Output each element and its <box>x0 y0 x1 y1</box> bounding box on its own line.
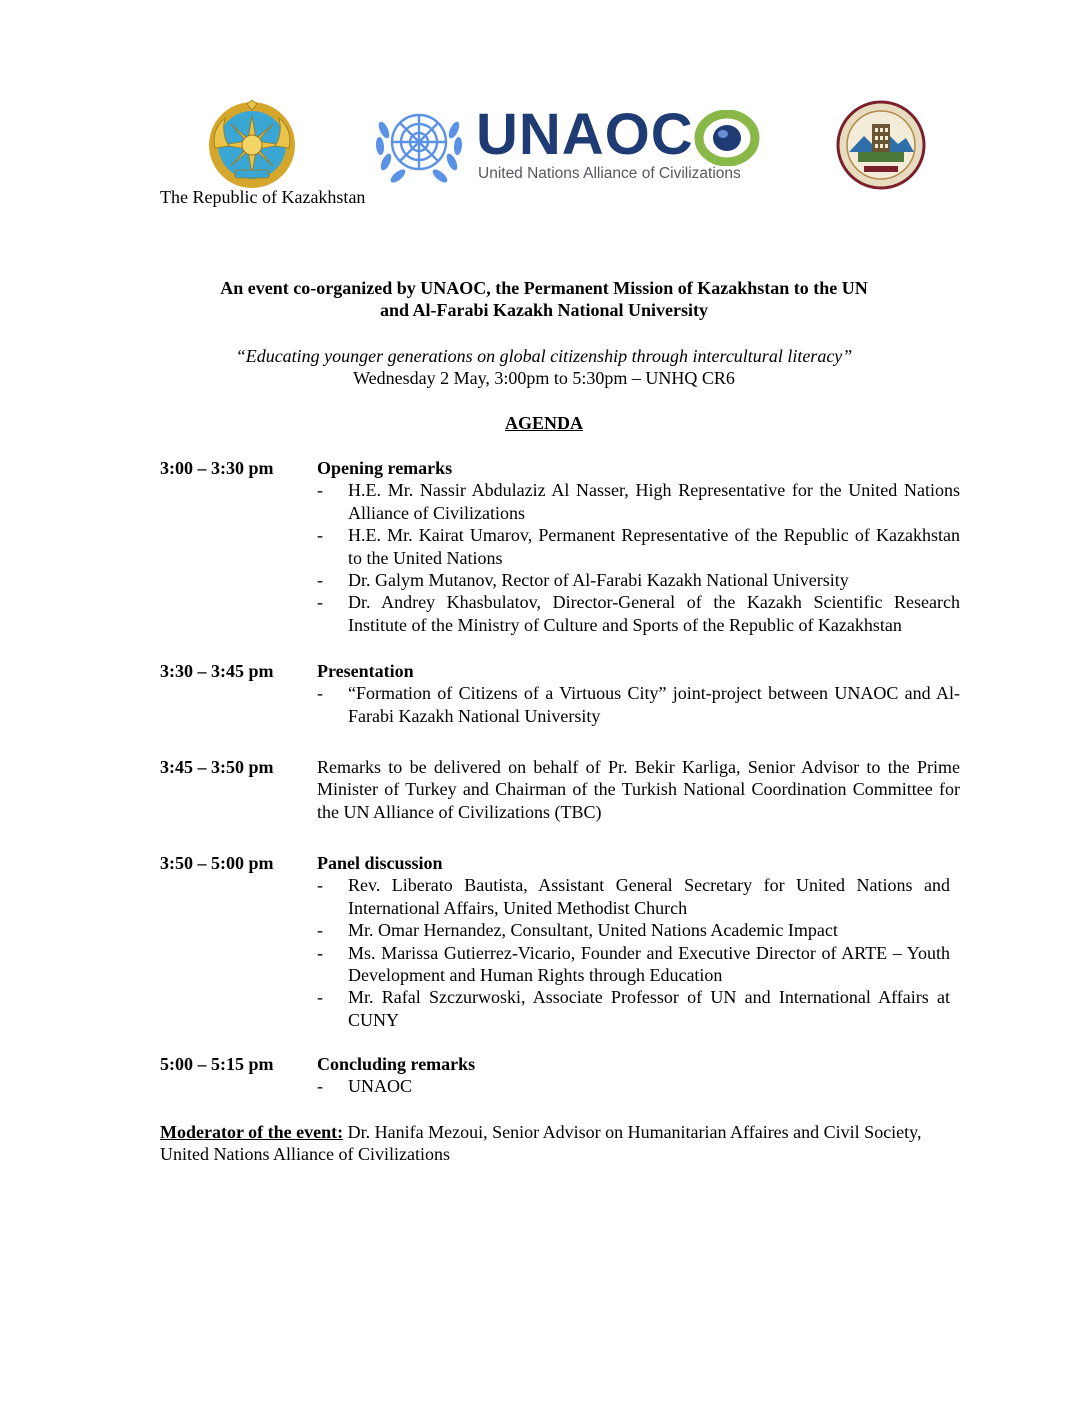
agenda-heading: AGENDA <box>504 413 583 433</box>
university-seal-icon <box>836 100 926 190</box>
bullet-dash: - <box>317 592 323 613</box>
unaoc-ring-icon <box>694 110 760 166</box>
agenda-session-concluding <box>160 1053 960 1098</box>
agenda-session-presentation <box>160 660 960 727</box>
unaoc-logo-subtitle: United Nations Alliance of Civilizations <box>478 165 741 182</box>
event-title-line-1: An event co-organized by UNAOC, the Permanent Mission of Kazakhstan to the UN <box>220 278 868 298</box>
speaker-item: - H.E. Mr. Kairat Umarov, Permanent Representative of the Republic of Kazakhstan to the United Nations <box>317 525 960 568</box>
session-title: Concluding remarks <box>317 1054 476 1074</box>
un-emblem-icon <box>370 100 468 190</box>
agenda-session-opening <box>160 457 960 636</box>
session-time: 3:00 – 3:30 pm <box>160 458 274 478</box>
session-title: Opening remarks <box>317 458 453 478</box>
moderator-text: Dr. Hanifa Mezoui, Senior Advisor on Humanitarian Affaires and Civil Society, United Nations Alliance of Civilizations <box>160 1122 922 1165</box>
bullet-dash: - <box>317 525 323 546</box>
agenda-session-panel <box>160 852 960 1031</box>
bullet-dash: - <box>317 942 323 963</box>
event-theme: “Educating younger generations on global citizenship through intercultural literacy” <box>235 346 853 366</box>
event-title-line-2: and Al-Farabi Kazakh National University <box>379 300 709 320</box>
bullet-dash: - <box>317 683 323 704</box>
session-title: Presentation <box>317 661 414 681</box>
moderator-note <box>160 1121 940 1166</box>
bullet-dash: - <box>317 480 323 501</box>
bullet-dash: - <box>317 920 323 941</box>
session-time: 3:50 – 5:00 pm <box>160 853 274 873</box>
moderator-label: Moderator of the event: <box>160 1122 344 1142</box>
bullet-dash: - <box>317 875 323 896</box>
speaker-item: - H.E. Mr. Nassir Abdulaziz Al Nasser, High Representative for the United Nations Alliance of Civilizations <box>317 480 960 523</box>
speaker-item: - UNAOC <box>317 1076 413 1097</box>
speaker-item: - Dr. Andrey Khasbulatov, Director-General of the Kazakh Scientific Research Institute of the Ministry of Culture and Sports of the Republic of Kazakhstan <box>317 592 960 635</box>
session-time: 3:45 – 3:50 pm <box>160 757 274 777</box>
panelist-item: - Mr. Rafal Szczurwoski, Associate Professor of UN and International Affairs at CUNY <box>317 987 950 1030</box>
session-title: Panel discussion <box>317 853 443 873</box>
panelist-item: - Mr. Omar Hernandez, Consultant, United Nations Academic Impact <box>317 920 838 941</box>
panelist-item: - Ms. Marissa Gutierrez-Vicario, Founder and Executive Director of ARTE – Youth Development and Human Rights through Education <box>317 942 950 986</box>
unaoc-logo-text: UNAOC <box>476 102 694 167</box>
speaker-item: - Dr. Galym Mutanov, Rector of Al-Farabi Kazakh National University <box>317 570 849 591</box>
presentation-item: - “Formation of Citizens of a Virtuous City” joint-project between UNAOC and Al-Farabi Kazakh National University <box>317 683 960 726</box>
panelist-item: - Rev. Liberato Bautista, Assistant General Secretary for United Nations and International Affairs, United Methodist Church <box>317 875 950 918</box>
bullet-dash: - <box>317 1076 323 1097</box>
session-time: 5:00 – 5:15 pm <box>160 1054 274 1074</box>
session-description: Remarks to be delivered on behalf of Pr. Bekir Karliga, Senior Advisor to the Prime Minister of Turkey and Chairman of the Turkish National Coordination Committee for the UN Alliance of Civilizations (TBC) <box>317 757 960 822</box>
session-time: 3:30 – 3:45 pm <box>160 661 274 681</box>
bullet-dash: - <box>317 987 323 1008</box>
agenda-session-remarks <box>160 756 960 823</box>
kazakhstan-emblem-icon <box>207 100 297 190</box>
event-datetime: Wednesday 2 May, 3:00pm to 5:30pm – UNHQ CR6 <box>353 368 735 388</box>
bullet-dash: - <box>317 570 323 591</box>
republic-caption: The Republic of Kazakhstan <box>160 187 366 207</box>
